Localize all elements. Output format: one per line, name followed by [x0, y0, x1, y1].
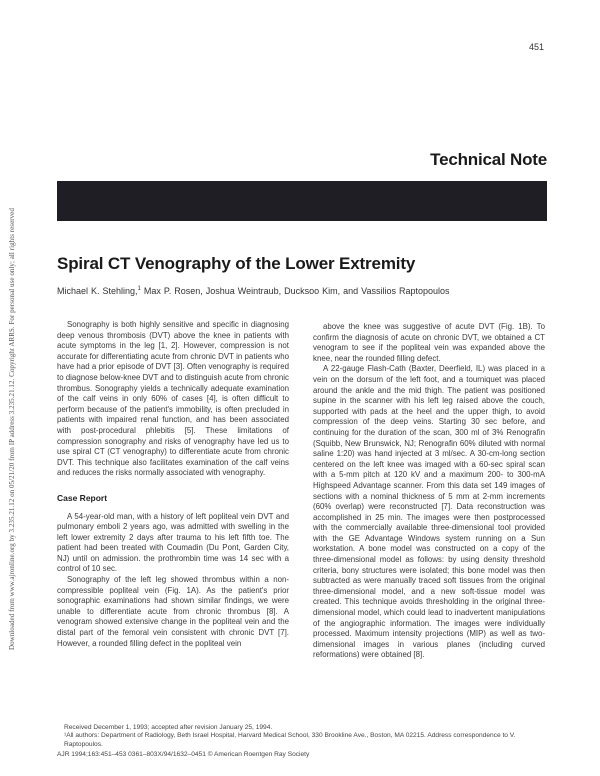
received-date: Received December 1, 1993; accepted after revision January 25, 1994. — [64, 724, 273, 731]
case-report-heading: Case Report — [57, 492, 108, 503]
article-title: Spiral CT Venography of the Lower Extremity — [57, 254, 416, 273]
journal-citation: AJR 1994;163:451–453 0361–803X/94/1632–0451 © American Roentgen Ray Society — [57, 751, 310, 759]
case-paragraph-2: Sonography of the left leg showed thrombus within a non-compressible popliteal vein (Fig. 1A). As the patient's prior sonographic examinations had shown similar findings, we were unable to differentiate acute from chronic thrombus [8]. A venogram showed extensive change in the popliteal vein and the distal part of the femoral vein consistent with chronic DVT [7]. However, a rounded filling defect in the popliteal vein — [57, 575, 289, 648]
author-footnote-marker: 1 — [137, 286, 141, 292]
download-watermark — [3, 130, 16, 650]
section-label: Technical Note — [430, 150, 547, 169]
header-band — [57, 181, 547, 221]
first-author: Michael K. Stehling, — [57, 286, 138, 296]
right-paragraph-1: above the knee was suggestive of acute DVT (Fig. 1B). To confirm the diagnosis of acute on chronic DVT, we obtained a CT venogram to see if the popliteal vein was expanded above the knee, near the rounded filling defect. — [313, 322, 545, 363]
other-authors: Max P. Rosen, Joshua Weintraub, Ducksoo Kim, and Vassilios Raptopoulos — [140, 286, 450, 296]
right-paragraph-2: A 22-gauge Flash-Cath (Baxter, Deerfield, IL) was placed in a vein on the dorsum of the left foot, and a tourniquet was placed around the ankle and the mid thigh. The patient was positioned supine in the scanner with his left leg raised above the couch, supported with pads at the heel and the upper thigh, to avoid compression of the deep veins. Starting 30 sec before, and continuing for the duration of the scan, 300 ml of 3% Renografin (Squibb, New Brunswick, NJ; Renografin 60% diluted with normal saline 1:20) was hand injected at 3 ml/sec. A 30-cm-long section centered on the left knee was imaged with a 60-sec spiral scan with a 5-mm pitch at 120 kV and a maximum 200- to 300-mA Highspeed Advantage scanner. From this data set 149 images of sections with a nominal thickness of 5 mm at 2-mm increments (60% overlap) were reconstructed [7]. Data reconstruction was accomplished in 25 min. The images were then postprocessed with the commercially available three-dimensional tool provided with the GE Advantage Windows system running on a Sun workstation. A bone model was constructed on a copy of the three-dimensional model as follows: by using density threshold criteria, bony structures were isolated; this bone model was then subtracted as were manually traced soft tissues from the original three-dimensional model, and a new soft-tissue model was created. This technique avoids thresholding in the original three-dimensional model, which could lead to inadvertent manipulations of the angiographic information. The images were individually processed. Maximum intensity projections (MIP) as well as two-dimensional images in various planes (including curved reformations) were obtained [8]. — [313, 364, 545, 660]
right-column — [313, 322, 545, 661]
page-number: 451 — [528, 42, 544, 52]
intro-paragraph: Sonography is both highly sensitive and specific in diagnosing deep venous thrombosis (DVT) above the knee in patients with acute symptoms in the leg [1, 2]. However, compression is not accurate for differentiating acute from chronic DVT in patients who have had a prior episode of DVT [3]. Often venography is required to diagnose below-knee DVT and to distinguish acute from chronic thrombus. Sonography yields a technically adequate examination of the calf veins in only 60% of cases [4], is often difficult to perform because of the patient's immobility, is often precluded in patients with impaired renal function, and has been associated with post-procedural phlebitis [5]. These limitations of compression sonography and risks of venography have led us to use spiral CT (CT venography) to differentiate acute from chronic DVT. This technique also facilitates examination of the calf veins and reduces the risks normally associated with venography. — [57, 320, 289, 478]
case-paragraph-1: A 54-year-old man, with a history of left popliteal vein DVT and pulmonary emboli 2 years ago, was admitted with swelling in the left lower extremity 2 days after trauma to his left fifth toe. The patient had been treated with Coumadin (Du Pont, Garden City, NJ) until on admission. the prothrombin time was 14 sec with a control of 10 sec. — [57, 511, 289, 574]
footnotes — [57, 724, 547, 760]
author-affiliations: ¹All authors: Department of Radiology, Beth Israel Hospital, Harvard Medical School, 330 Brookline Ave., Boston, MA 02215. Address correspondence to V. Raptopoulos. — [64, 732, 516, 748]
left-column — [57, 320, 289, 649]
download-notice: Downloaded from www.ajronline.org by 3.235.21.12 on 05/21/20 from IP address 3.235.21.12. Copyright ARRS. For personal use only; all rights reserved — [8, 208, 16, 650]
author-list — [57, 286, 547, 296]
